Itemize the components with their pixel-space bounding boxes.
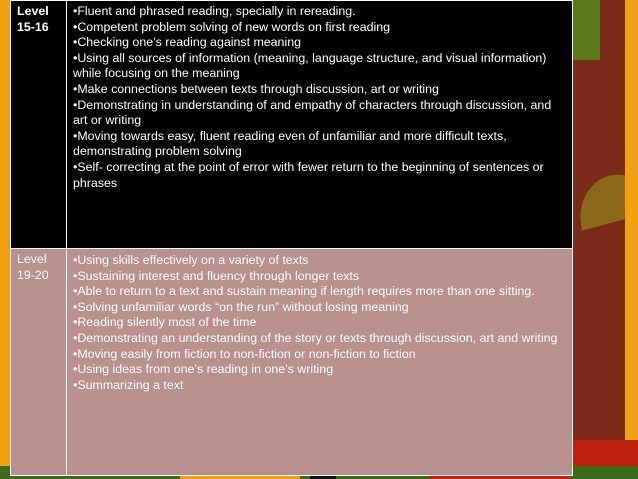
level-cell <box>11 249 67 476</box>
list-item: •Solving unfamiliar words “on the run” without losing meaning <box>73 299 409 314</box>
table-row-level-15-16 <box>11 1 573 249</box>
list-item: •Able to return to a text and sustain meaning if length requires more than one sitting. <box>73 284 535 299</box>
level-cell <box>11 1 67 249</box>
list-item: •Summarizing a text <box>73 377 184 392</box>
reading-levels-table <box>10 0 573 476</box>
list-item: •Demonstrating in understanding of and empathy of characters through discussion, and art or writing <box>73 97 552 128</box>
list-item: •Sustaining interest and fluency through longer texts <box>73 268 360 283</box>
list-item: •Using skills effectively on a variety of texts <box>73 253 309 267</box>
table-row-level-19-20 <box>11 249 573 476</box>
level-range: 19-20 <box>17 267 49 282</box>
level-label: Level <box>17 4 49 18</box>
list-item: •Make connections between texts through discussion, art or writing <box>73 81 439 96</box>
behaviors-cell <box>67 1 573 249</box>
list-item: •Fluent and phrased reading, specially in rereading. <box>73 4 356 18</box>
level-label: Level <box>17 252 47 266</box>
behaviors-cell <box>67 249 573 476</box>
level-range: 15-16 <box>17 19 49 34</box>
list-item: •Competent problem solving of new words on first reading <box>73 19 391 34</box>
list-item: •Moving easily from fiction to non-fiction or non-fiction to fiction <box>73 346 416 361</box>
list-item: •Using ideas from one’s reading in one’s writing <box>73 362 334 377</box>
list-item: •Moving towards easy, fluent reading even of unfamiliar and more difficult texts, demonstrating problem solving <box>73 128 507 159</box>
list-item: •Using all sources of information (meaning, language structure, and visual information) while focusing on the meaning <box>73 50 547 81</box>
decor-right-stripe <box>625 0 638 479</box>
list-item: •Demonstrating an understanding of the story or texts through discussion, art and writing <box>73 330 558 345</box>
decor-left-stripe <box>0 0 10 479</box>
list-item: •Reading silently most of the time <box>73 315 257 330</box>
list-item: •Checking one’s reading against meaning <box>73 35 301 50</box>
list-item: •Self- correcting at the point of error with fewer return to the beginning of sentences or phrases <box>73 159 544 190</box>
